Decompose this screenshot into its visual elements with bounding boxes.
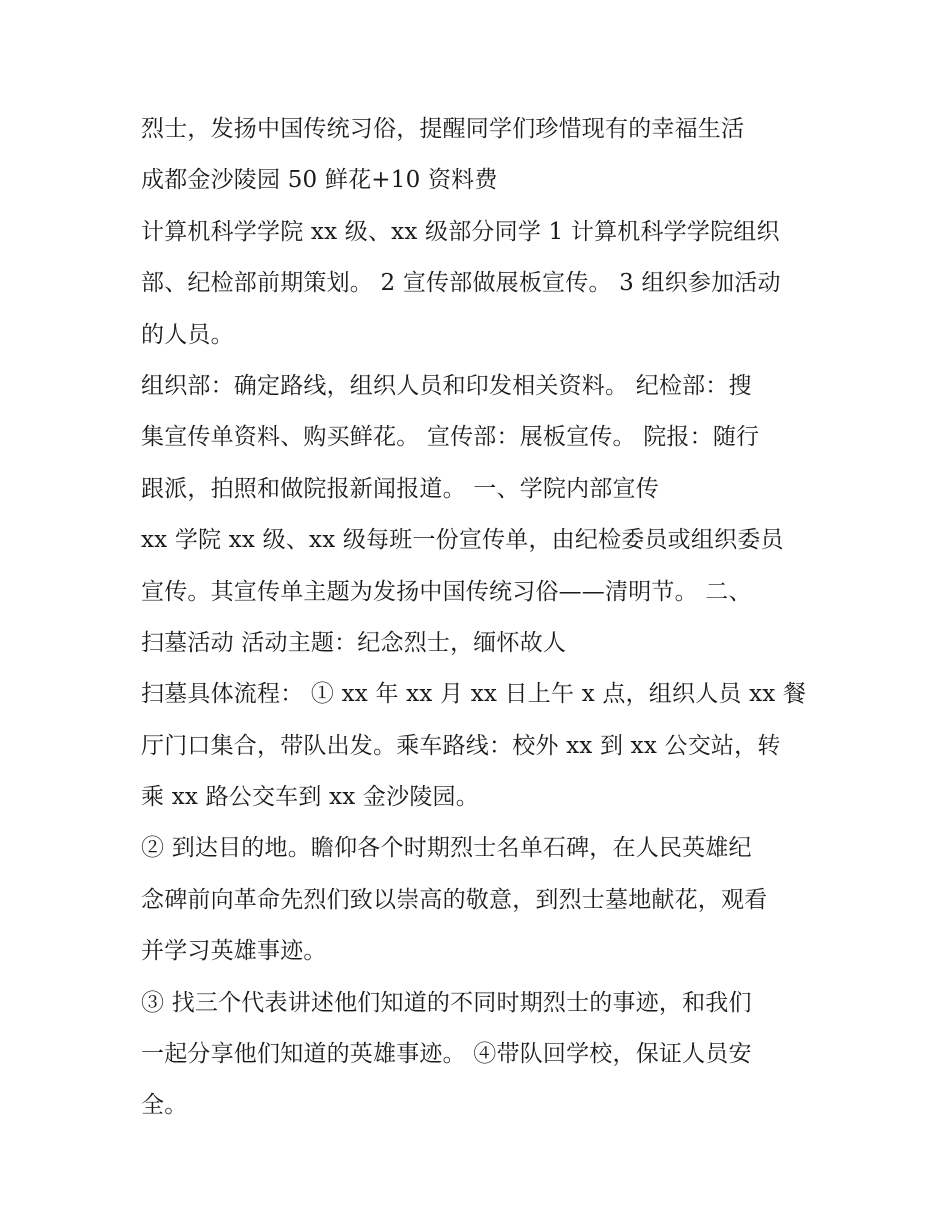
text-line: 乘 xx 路公交车到 xx 金沙陵园。: [141, 784, 479, 811]
text-line: ② 到达目的地。瞻仰各个时期烈士名单石碑，在人民英雄纪: [141, 835, 752, 862]
text-line: 扫墓具体流程： ① xx 年 xx 月 xx 日上午 x 点，组织人员 xx 餐: [141, 681, 807, 708]
text-line: 一起分享他们知道的英雄事迹。 ④带队回学校，保证人员安: [141, 1041, 752, 1068]
text-line: 成都金沙陵园 50 鲜花+10 资料费: [141, 167, 498, 194]
text-line: 部、纪检部前期策划。 2 宣传部做展板宣传。 3 组织参加活动: [141, 270, 781, 297]
text-line: 全。: [141, 1092, 188, 1119]
text-line: 烈士，发扬中国传统习俗，提醒同学们珍惜现有的幸福生活: [141, 116, 745, 142]
text-line: 的人员。: [141, 321, 234, 348]
document-body: [141, 108, 821, 1136]
text-line: xx 学院 xx 级、xx 级每班一份宣传单，由纪检委员或组织委员: [141, 527, 784, 554]
text-line: ③ 找三个代表讲述他们知道的不同时期烈士的事迹，和我们: [141, 989, 752, 1016]
text-line: 计算机科学学院 xx 级、xx 级部分同学 1 计算机科学学院组织: [141, 218, 780, 245]
text-line: 念碑前向革命先烈们致以崇高的敬意，到烈士墓地献花，观看: [141, 886, 768, 913]
text-line: 厅门口集合，带队出发。乘车路线：校外 xx 到 xx 公交站，转: [141, 732, 781, 759]
text-line: 并学习英雄事迹。: [141, 938, 327, 965]
text-line: 组织部：确定路线，组织人员和印发相关资料。 纪检部：搜: [141, 372, 752, 399]
text-line: 扫墓活动 活动主题：纪念烈士，缅怀故人: [141, 629, 567, 656]
text-line: 跟派，拍照和做院报新闻报道。 一、学院内部宣传: [141, 475, 659, 502]
text-line: 宣传。其宣传单主题为发扬中国传统习俗——清明节。 二、: [141, 578, 752, 605]
text-line: 集宣传单资料、购买鲜花。 宣传部：展板宣传。 院报：随行: [141, 424, 760, 451]
